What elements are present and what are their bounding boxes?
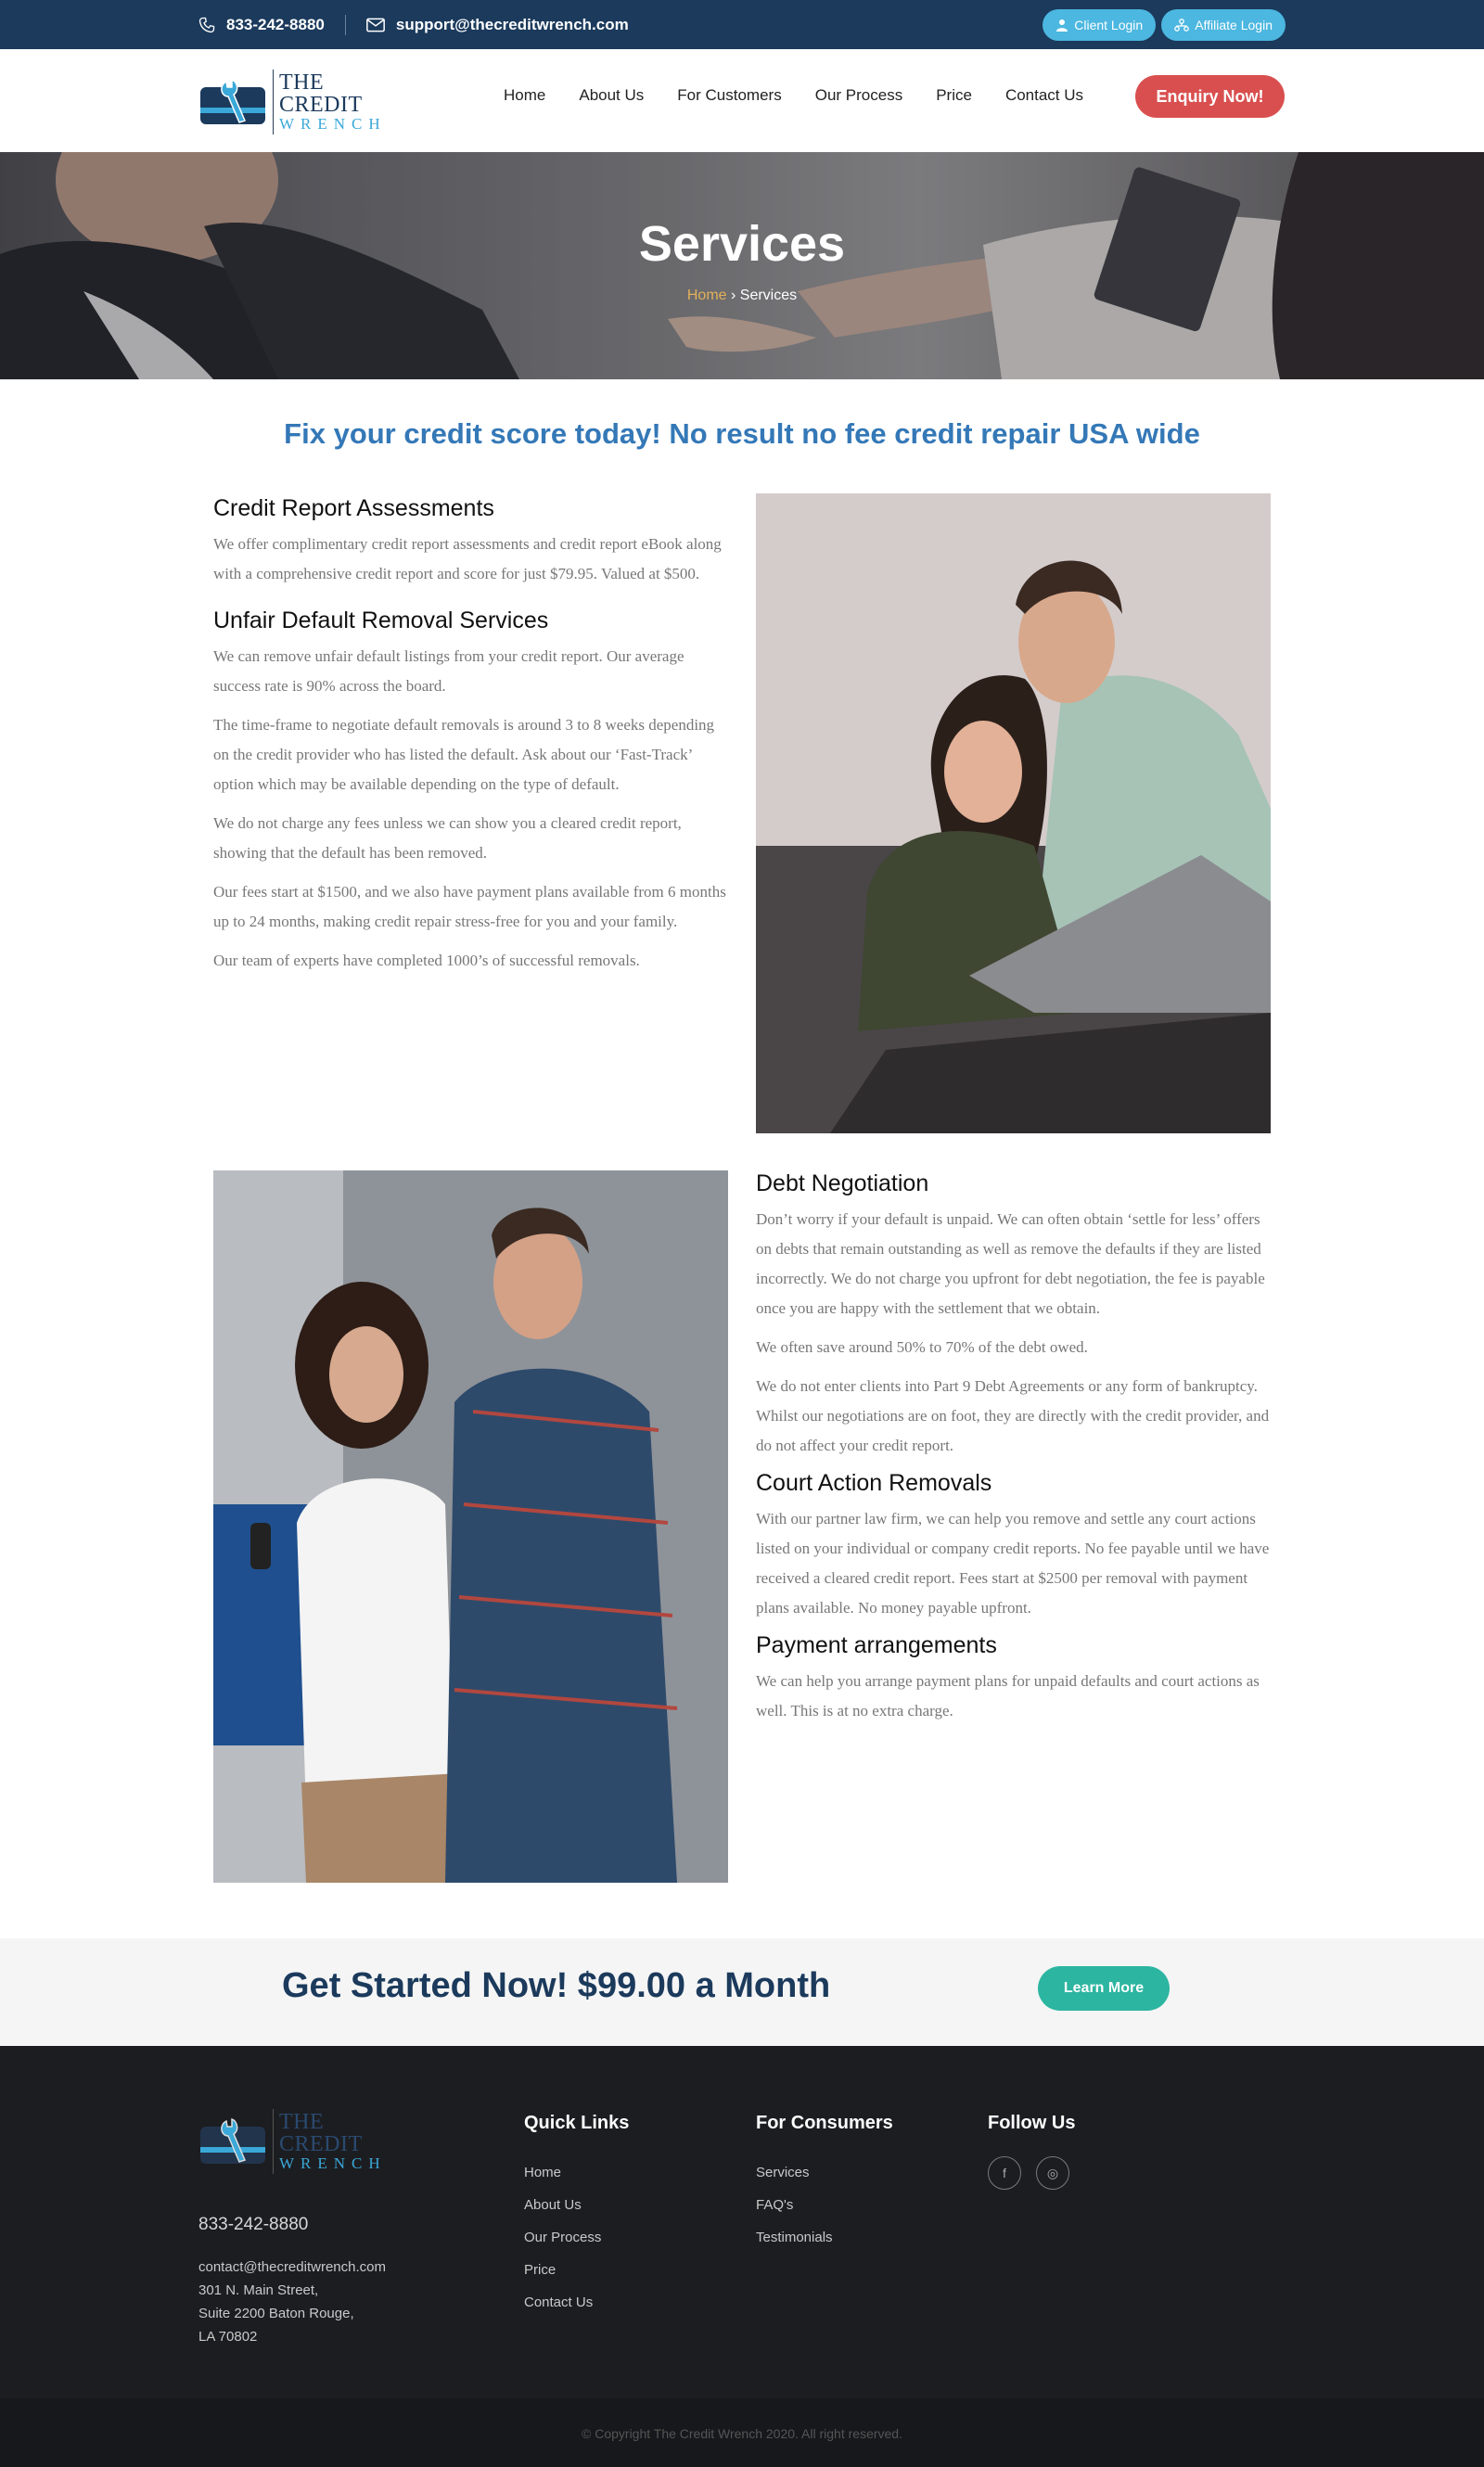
top-bar	[0, 0, 1484, 49]
breadcrumb-home[interactable]: Home	[686, 288, 727, 303]
footer-address-line: LA 70802	[198, 2329, 258, 2345]
enquiry-now-button[interactable]: Enquiry Now!	[1135, 75, 1285, 118]
section-paragraph: We offer complimentary credit report assessments and credit report eBook along with a comprehensive credit report and score for just $79.95. Valued at $500.	[213, 535, 722, 582]
site-header	[0, 49, 1484, 152]
breadcrumb-separator: ›	[731, 288, 736, 303]
client-login-button[interactable]	[1043, 9, 1156, 41]
affiliate-login-button[interactable]	[1161, 9, 1286, 41]
logo-line-2: WRENCH	[278, 2154, 387, 2172]
main-nav	[504, 86, 1083, 105]
envelope-icon	[366, 18, 385, 32]
section-paragraph: The time-frame to negotiate default removals is around 3 to 8 weeks depending on the credit provider who has listed the default. Ask about our ‘Fast-Track’ option which may be available depending on the type of default.	[213, 716, 715, 793]
footer-phone[interactable]: 833-242-8880	[198, 2215, 309, 2234]
nav-about-us[interactable]: About Us	[579, 86, 645, 104]
footer-link-services[interactable]: Services	[756, 2165, 810, 2180]
logo-divider	[273, 2109, 274, 2174]
footer-quick-links	[524, 2113, 629, 2319]
phone-icon	[198, 17, 215, 33]
hero-banner	[0, 152, 1484, 379]
logo-line-2: WRENCH	[278, 115, 387, 133]
services-left-column	[213, 495, 729, 985]
logo-divider	[273, 70, 274, 134]
instagram-icon[interactable]: ◎	[1036, 2156, 1069, 2190]
section-paragraph: We can help you arrange payment plans for unpaid defaults and court actions as well. This is at no extra charge.	[756, 1672, 1260, 1719]
section-paragraph: With our partner law firm, we can help you remove and settle any court actions listed on your individual or company credit reports. No fee payable until we have received a cleared credit report. Fees start at $2500 per removal with payment plans available. No money payable upfront.	[756, 1510, 1270, 1617]
site-logo[interactable]	[198, 70, 412, 134]
footer-address	[198, 2256, 386, 2348]
logo-line-1: THE CREDIT	[278, 2110, 363, 2156]
network-icon	[1174, 19, 1189, 32]
wrench-logo-icon	[198, 76, 267, 128]
section-paragraph: We do not charge any fees unless we can show you a cleared credit report, showing that the default has been removed.	[213, 814, 682, 862]
footer-column-title: Quick Links	[524, 2113, 630, 2133]
nav-price[interactable]: Price	[936, 86, 972, 104]
section-paragraph: Our fees start at $1500, and we also have payment plans available from 6 months up to 24 months, making credit repair stress-free for you and your family.	[213, 883, 726, 930]
services-right-column	[756, 1170, 1272, 1735]
footer-logo[interactable]	[198, 2109, 412, 2174]
couple-car-keys-photo	[213, 1170, 728, 1883]
section-heading: Credit Report Assessments	[213, 495, 494, 521]
logo-line-1: THE CREDIT	[278, 70, 363, 117]
nav-home[interactable]: Home	[504, 86, 546, 104]
footer-link-testimonials[interactable]: Testimonials	[756, 2230, 833, 2245]
affiliate-login-label: Affiliate Login	[1195, 17, 1273, 32]
footer-link-our-process[interactable]: Our Process	[524, 2230, 602, 2245]
learn-more-button[interactable]: Learn More	[1038, 1966, 1170, 2011]
cta-heading: Get Started Now! $99.00 a Month	[282, 1966, 831, 2005]
topbar-phone: 833-242-8880	[226, 15, 325, 33]
section-paragraph: Our team of experts have completed 1000’s of successful removals.	[213, 952, 640, 969]
footer-link-about-us[interactable]: About Us	[524, 2197, 582, 2213]
footer-consumers	[756, 2113, 893, 2254]
tagline: Fix your credit score today! No result no fee credit repair USA wide	[284, 417, 1200, 450]
footer-link-price[interactable]: Price	[524, 2262, 556, 2278]
footer-follow	[988, 2113, 1075, 2190]
footer-email[interactable]: contact@thecreditwrench.com	[198, 2259, 386, 2275]
wrench-logo-icon	[198, 2115, 267, 2167]
footer-address-line: Suite 2200 Baton Rouge,	[198, 2306, 354, 2321]
email-contact[interactable]	[366, 16, 629, 34]
section-heading: Payment arrangements	[756, 1632, 997, 1658]
nav-for-customers[interactable]: For Customers	[677, 86, 782, 104]
client-login-label: Client Login	[1074, 17, 1144, 32]
nav-contact-us[interactable]: Contact Us	[1004, 86, 1084, 104]
section-heading: Court Action Removals	[756, 1470, 992, 1496]
page-title: Services	[638, 216, 846, 272]
topbar-email: support@thecreditwrench.com	[395, 15, 629, 33]
footer-link-home[interactable]: Home	[524, 2165, 562, 2180]
section-paragraph: We often save around 50% to 70% of the debt owed.	[756, 1338, 1088, 1356]
divider	[345, 15, 346, 35]
user-icon	[1055, 19, 1068, 32]
copyright: © Copyright The Credit Wrench 2020. All right reserved.	[582, 2426, 902, 2441]
facebook-icon[interactable]: f	[988, 2156, 1021, 2190]
section-heading: Debt Negotiation	[756, 1170, 929, 1196]
phone-contact[interactable]	[198, 16, 325, 34]
nav-our-process[interactable]: Our Process	[814, 86, 903, 104]
couple-laptop-photo	[756, 493, 1271, 1133]
footer-column-title: For Consumers	[756, 2113, 893, 2133]
site-footer	[0, 2046, 1484, 2467]
footer-column-title: Follow Us	[988, 2113, 1076, 2133]
section-heading: Unfair Default Removal Services	[213, 607, 549, 633]
breadcrumb-current: Services	[739, 288, 798, 303]
section-paragraph: We can remove unfair default listings from your credit report. Our average success rate is 90% across the board.	[213, 647, 684, 695]
section-paragraph: We do not enter clients into Part 9 Debt Agreements or any form of bankruptcy. Whilst our negotiations are on foot, they are directly with the credit provider, and do not affect your credit report.	[756, 1377, 1270, 1454]
footer-address-line: 301 N. Main Street,	[198, 2282, 319, 2298]
cta-band	[0, 1938, 1484, 2046]
footer-link-faqs[interactable]: FAQ's	[756, 2197, 794, 2213]
footer-link-contact-us[interactable]: Contact Us	[524, 2294, 594, 2310]
section-paragraph: Don’t worry if your default is unpaid. We can often obtain ‘settle for less’ offers on debts that remain outstanding as well as remove the defaults if they are listed incorrectly. We do not charge you upfront for debt negotiation, the fee is payable once you are happy with the settlement that we obtain.	[756, 1210, 1265, 1317]
breadcrumb	[0, 288, 1484, 304]
